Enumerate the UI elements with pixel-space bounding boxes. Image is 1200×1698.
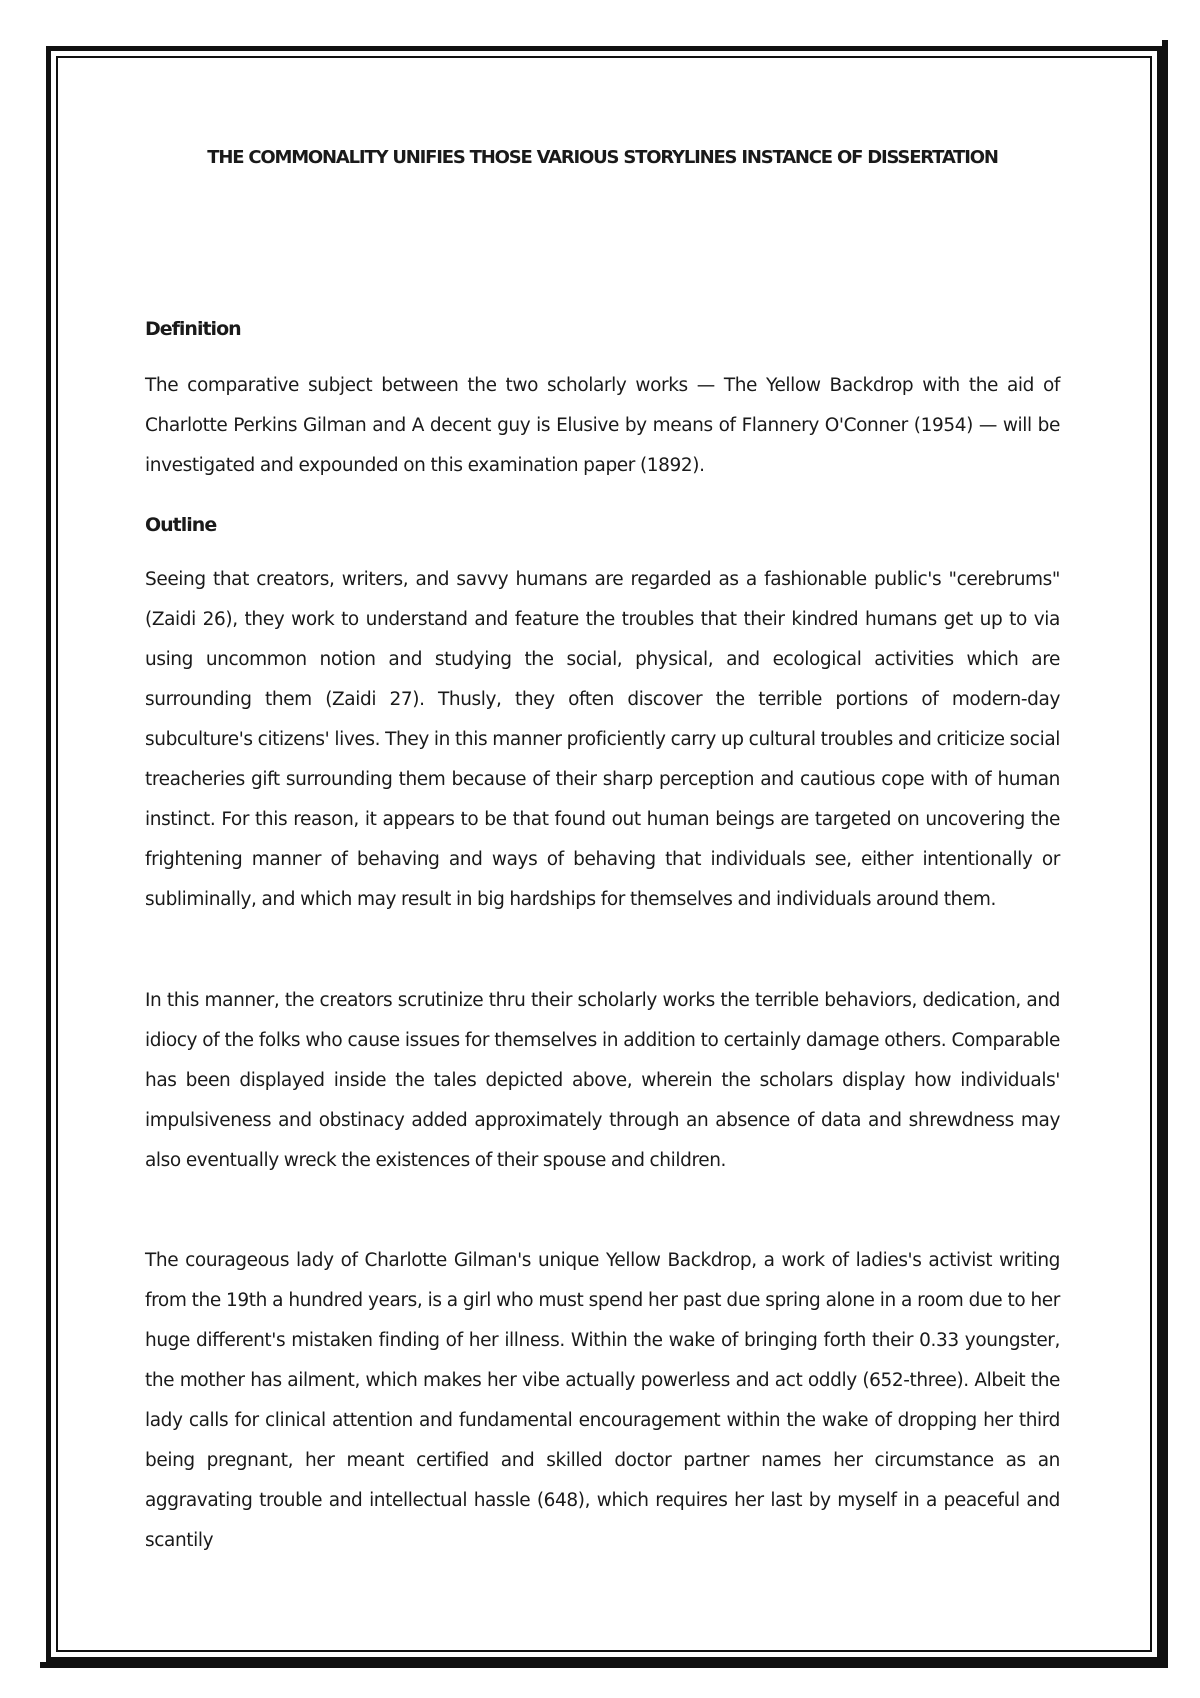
outline-heading: Outline [145,514,217,536]
page-border-shadow-bottom [40,1662,1168,1668]
page-border-shadow-right [1162,40,1168,1662]
document-title: THE COMMONALITY UNIFIES THOSE VARIOUS STORYLINES INSTANCE OF DISSERTATION [207,147,998,168]
outline-paragraph-2: In this manner, the creators scrutinize thru their scholarly works the terrible behaviors, dedication, and idiocy of the folks who cause issues for themselves in addition to certainly damage others. Comparable has been displayed inside the tales depicted above, wherein the scholars display how individuals' impulsiveness and obstinacy added approximately through an absence of data and shrewdness may also eventually wreck the existences of their spouse and children. [145,990,1060,1171]
definition-paragraph: The comparative subject between the two scholarly works — The Yellow Backdrop with the aid of Charlotte Perkins Gilman and A decent guy is Elusive by means of Flannery O'Conner (1954) — will be investigated and expounded on this examination paper (1892). [145,375,1060,476]
outline-paragraph-3: The courageous lady of Charlotte Gilman's unique Yellow Backdrop, a work of ladies's activist writing from the 19th a hundred years, is a girl who must spend her past due spring alone in a room due to her huge different's mistaken finding of her illness. Within the wake of bringing forth their 0.33 youngster, the mother has ailment, which makes her vibe actually powerless and act oddly (652-three). Albeit the lady calls for clinical attention and fundamental encouragement within the wake of dropping her third being pregnant, her meant certified and skilled doctor partner names her circumstance as an aggravating trouble and intellectual hassle (648), which requires her last by myself in a peaceful and scantily [145,1250,1060,1551]
outline-paragraph-1: Seeing that creators, writers, and savvy humans are regarded as a fashionable public's "cerebrums" (Zaidi 26), they work to understand and feature the troubles that their kindred humans get up to via using uncommon notion and studying the social, physical, and ecological activities which are surrounding them (Zaidi 27). Thusly, they often discover the terrible portions of modern-day subculture's citizens' lives. They in this manner proficiently carry up cultural troubles and criticize social treacheries gift surrounding them because of their sharp perception and cautious cope with of human instinct. For this reason, it appears to be that found out human beings are targeted on uncovering the frightening manner of behaving and ways of behaving that individuals see, either intentionally or subliminally, and which may result in big hardships for themselves and individuals around them. [145,569,1060,910]
definition-heading: Definition [145,318,241,340]
